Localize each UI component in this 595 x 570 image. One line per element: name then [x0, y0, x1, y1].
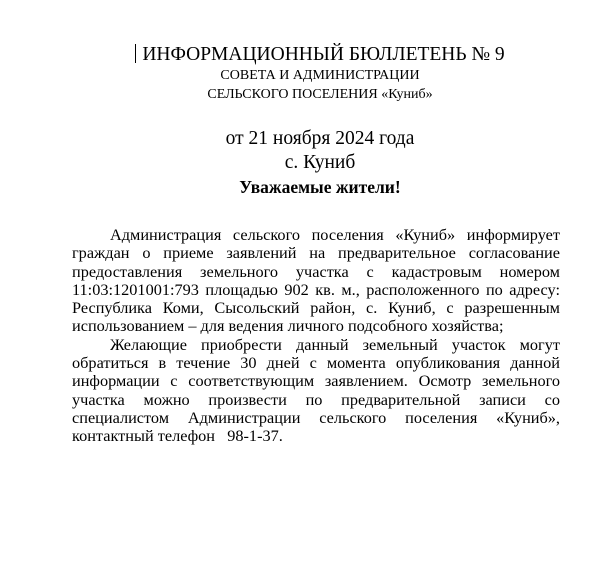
notice-body	[72, 226, 560, 446]
notice-date: от 21 ноября 2024 года	[225, 128, 415, 149]
notice-paragraph-1: Администрация сельского поселения «Куниб» информирует граждан о приеме заявлений на предварительное согласование предоставления земельного участка с кадастровым номером 11:03:1201001:793 площадью 902 кв. м., расположенного по адресу: Республика Коми, Сысольский район, с. Куниб, с разрешенным использованием – для ведения личного подсобного хозяйства;	[72, 225, 560, 336]
bulletin-title	[60, 44, 580, 66]
text-cursor	[135, 44, 136, 63]
notice-place: с. Куниб	[284, 152, 356, 173]
notice-paragraph-2: Желающие приобрести данный земельный участок могут обратиться в течение 30 дней с момента опубликования данной информации с соответствующим заявлением. Осмотр земельного участка можно произвести по предварительной записи со специалистом Администрации сельского поселения «Куниб», контактный телефон 98-1-37.	[72, 334, 560, 446]
bulletin-subtitle-line1: СОВЕТА И АДМИНИСТРАЦИИ	[220, 68, 420, 83]
notice-greeting: Уважаемые жители!	[239, 177, 401, 197]
bulletin-title-text: ИНФОРМАЦИОННЫЙ БЮЛЛЕТЕНЬ № 9	[142, 44, 505, 65]
bulletin-subtitle-line2: СЕЛЬСКОГО ПОСЕЛЕНИЯ «Куниб»	[207, 87, 433, 102]
